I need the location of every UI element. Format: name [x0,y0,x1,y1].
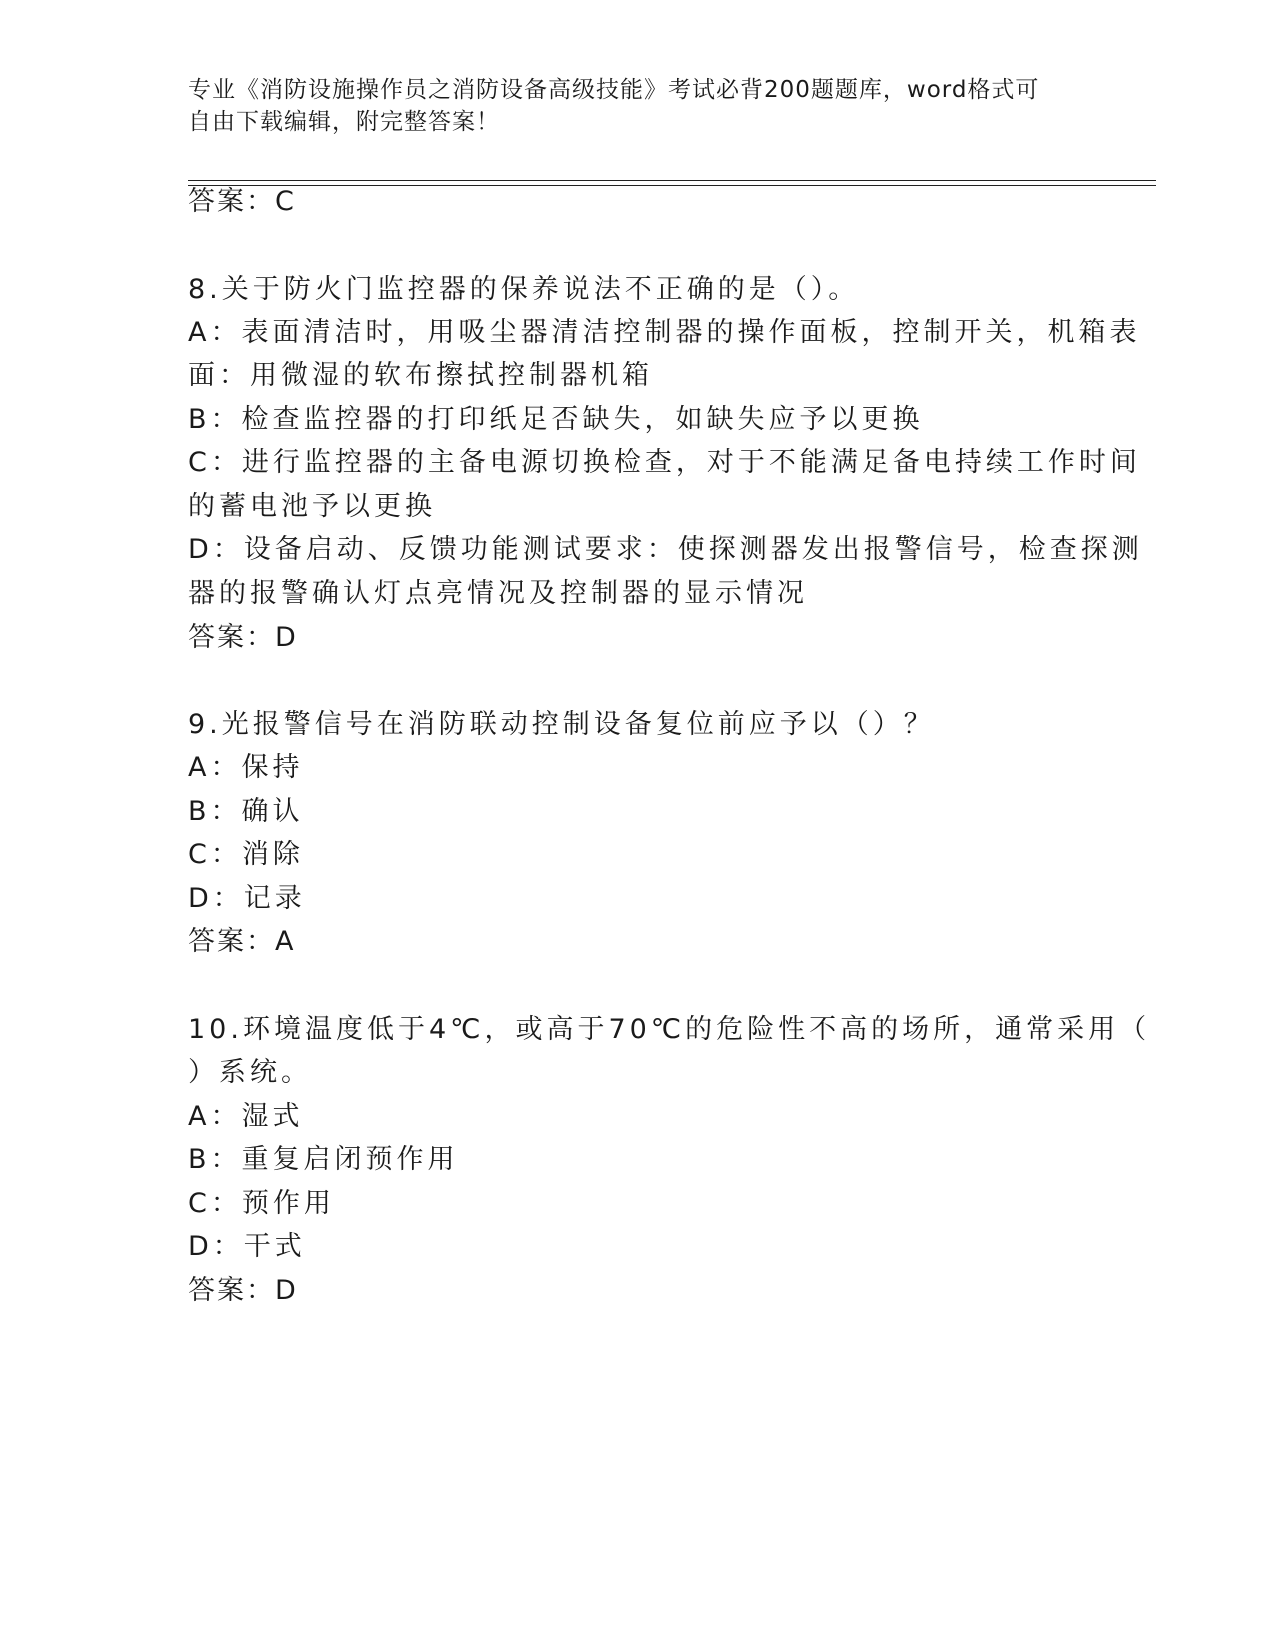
previous-answer: 答案：C [188,186,296,217]
question-10-option-a: A：湿式 [188,1101,304,1132]
question-8-option-d-line-2: 器的报警确认灯点亮情况及控制器的显示情况 [188,578,808,609]
question-8-option-a-line-1: A：表面清洁时，用吸尘器清洁控制器的操作面板，控制开关，机箱表 [188,317,1141,348]
question-8-option-d-line-1: D：设备启动、反馈功能测试要求：使探测器发出报警信号，检查探测 [188,534,1143,565]
question-10-answer: 答案：D [188,1275,298,1306]
question-10-stem-line-2: ）系统。 [188,1057,312,1088]
question-9-option-a: A：保持 [188,752,304,783]
question-8-option-c-line-2: 的蓄电池予以更换 [188,491,436,522]
question-10-option-c: C：预作用 [188,1188,335,1219]
question-8-stem: 8.关于防火门监控器的保养说法不正确的是（）。 [188,274,860,305]
question-8-option-b: B：检查监控器的打印纸足否缺失，如缺失应予以更换 [188,404,924,435]
question-8-option-c-line-1: C：进行监控器的主备电源切换检查，对于不能满足备电持续工作时间 [188,447,1141,478]
question-8-answer: 答案：D [188,622,298,653]
question-8-option-a-line-2: 面：用微湿的软布擦拭控制器机箱 [188,360,653,391]
question-9-option-c: C：消除 [188,839,304,870]
header-divider-top [188,180,1156,181]
document-header [188,74,1068,138]
question-9-answer: 答案：A [188,926,296,957]
question-9-option-b: B：确认 [188,796,304,827]
header-line-2: 自由下载编辑，附完整答案！ [188,109,500,135]
question-9-option-d: D：记录 [188,883,306,914]
header-line-1: 专业《消防设施操作员之消防设备高级技能》考试必背200题题库，word格式可 [188,77,1040,103]
question-10-option-b: B：重复启闭预作用 [188,1144,459,1175]
question-10-option-d: D：干式 [188,1231,306,1262]
question-10-stem-line-1: 10.环境温度低于4℃，或高于70℃的危险性不高的场所，通常采用（ [188,1014,1151,1045]
question-9-stem: 9.光报警信号在消防联动控制设备复位前应予以（）？ [188,709,935,740]
